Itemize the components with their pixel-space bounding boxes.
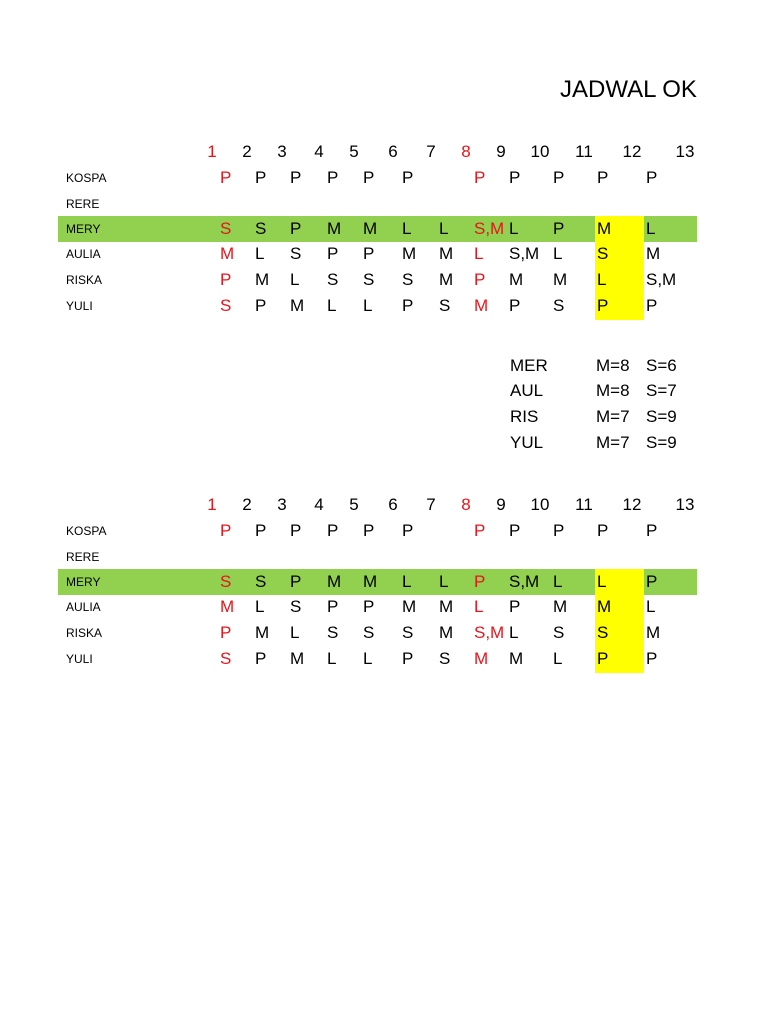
day-header: 3 <box>277 495 287 514</box>
day-header: 4 <box>314 495 324 514</box>
day-header: 1 <box>207 495 217 514</box>
shift-cell: P <box>290 572 302 591</box>
day-header: 12 <box>622 142 642 161</box>
shift-cell: P <box>220 270 232 289</box>
shift-cell: M <box>553 597 568 616</box>
shift-cell: P <box>402 168 414 187</box>
day-header: 5 <box>349 495 359 514</box>
shift-cell: M <box>439 597 454 616</box>
shift-cell: M <box>220 597 235 616</box>
shift-cell: P <box>402 521 414 540</box>
shift-cell: L <box>255 597 265 616</box>
shift-cell: P <box>255 296 267 315</box>
shift-cell: P <box>327 244 339 263</box>
shift-cell: S <box>290 597 302 616</box>
schedule-table-2 <box>0 493 768 693</box>
shift-cell: P <box>327 597 339 616</box>
day-header: 9 <box>496 495 506 514</box>
shift-cell: M <box>597 597 612 616</box>
staff-name: AULIA <box>66 600 101 614</box>
summary-m-count: M=8 <box>596 381 630 400</box>
day-header: 1 <box>207 142 217 161</box>
summary-name: MER <box>510 356 548 375</box>
shift-cell: M <box>439 623 454 642</box>
shift-cell: P <box>474 168 486 187</box>
shift-cell: P <box>402 296 414 315</box>
shift-cell: M <box>646 623 661 642</box>
shift-cell: P <box>255 521 267 540</box>
staff-name: MERY <box>66 222 101 236</box>
day-header: 3 <box>277 142 287 161</box>
summary-s-count: S=6 <box>646 356 677 375</box>
shift-cell: L <box>597 572 607 591</box>
summary-s-count: S=9 <box>646 433 677 452</box>
day-header: 8 <box>461 495 471 514</box>
shift-cell: S <box>220 219 232 238</box>
shift-cell: M <box>363 572 378 591</box>
shift-cell: S,M <box>509 244 540 263</box>
shift-cell: S,M <box>646 270 677 289</box>
shift-cell: M <box>553 270 568 289</box>
shift-cell: S <box>439 649 451 668</box>
day-header: 13 <box>675 495 695 514</box>
shift-cell: M <box>474 296 489 315</box>
shift-cell: P <box>474 521 486 540</box>
day-header: 2 <box>242 142 252 161</box>
shift-cell: S <box>327 270 339 289</box>
staff-name: YULI <box>66 299 93 313</box>
shift-cell: M <box>290 296 305 315</box>
shift-cell: P <box>220 521 232 540</box>
shift-cell: S <box>597 244 609 263</box>
shift-cell: P <box>597 168 609 187</box>
day-header: 7 <box>426 495 436 514</box>
shift-cell: S <box>220 572 232 591</box>
shift-cell: M <box>327 572 342 591</box>
shift-cell: S,M <box>474 219 505 238</box>
shift-cell: P <box>553 521 565 540</box>
staff-name: YULI <box>66 652 93 666</box>
shift-cell: M <box>402 244 417 263</box>
shift-cell: L <box>290 270 300 289</box>
shift-cell: M <box>509 649 524 668</box>
shift-cell: S <box>220 649 232 668</box>
shift-cell: M <box>402 597 417 616</box>
shift-summary <box>510 354 710 458</box>
shift-cell: M <box>439 270 454 289</box>
shift-cell: P <box>363 597 375 616</box>
shift-cell: L <box>474 244 484 263</box>
staff-name: RISKA <box>66 273 103 287</box>
day-header: 7 <box>426 142 436 161</box>
staff-name: RERE <box>66 197 100 211</box>
summary-m-count: M=7 <box>596 433 630 452</box>
shift-cell: L <box>553 649 563 668</box>
shift-cell: P <box>220 168 232 187</box>
shift-cell: P <box>646 168 658 187</box>
staff-name: MERY <box>66 575 101 589</box>
staff-name: AULIA <box>66 247 101 261</box>
shift-cell: S <box>327 623 339 642</box>
shift-cell: M <box>290 649 305 668</box>
day-header: 8 <box>461 142 471 161</box>
day-header: 9 <box>496 142 506 161</box>
shift-cell: M <box>220 244 235 263</box>
shift-cell: P <box>290 521 302 540</box>
day-header: 6 <box>388 142 398 161</box>
shift-cell: S <box>553 296 565 315</box>
shift-cell: P <box>255 168 267 187</box>
shift-cell: P <box>509 296 521 315</box>
shift-cell: L <box>553 572 563 591</box>
summary-name: YUL <box>510 433 544 452</box>
shift-cell: S,M <box>474 623 505 642</box>
shift-cell: P <box>597 521 609 540</box>
shift-cell: M <box>509 270 524 289</box>
shift-cell: M <box>363 219 378 238</box>
shift-cell: L <box>646 219 656 238</box>
summary-m-count: M=8 <box>596 356 630 375</box>
shift-cell: M <box>255 270 270 289</box>
day-header: 11 <box>575 142 593 161</box>
shift-cell: P <box>553 219 565 238</box>
shift-cell: P <box>646 572 658 591</box>
shift-cell: M <box>439 244 454 263</box>
day-header: 10 <box>530 495 550 514</box>
shift-cell: P <box>290 219 302 238</box>
day-header: 13 <box>675 142 695 161</box>
shift-cell: P <box>509 168 521 187</box>
shift-cell: P <box>327 168 339 187</box>
shift-cell: S <box>439 296 451 315</box>
shift-cell: M <box>327 219 342 238</box>
summary-s-count: S=9 <box>646 407 677 426</box>
summary-name: RIS <box>510 407 539 426</box>
shift-cell: P <box>553 168 565 187</box>
shift-cell: L <box>439 219 449 238</box>
shift-cell: S <box>553 623 565 642</box>
summary-m-count: M=7 <box>596 407 630 426</box>
shift-cell: L <box>255 244 265 263</box>
shift-cell: P <box>363 168 375 187</box>
staff-name: RERE <box>66 550 100 564</box>
shift-cell: P <box>402 649 414 668</box>
staff-name: KOSPA <box>66 524 107 538</box>
shift-cell: P <box>646 296 658 315</box>
shift-cell: L <box>474 597 484 616</box>
shift-cell: S <box>402 623 414 642</box>
day-header: 2 <box>242 495 252 514</box>
shift-cell: S <box>363 270 375 289</box>
shift-cell: M <box>597 219 612 238</box>
shift-cell: P <box>597 296 609 315</box>
shift-cell: P <box>646 649 658 668</box>
shift-cell: M <box>474 649 489 668</box>
shift-cell: L <box>553 244 563 263</box>
shift-cell: P <box>363 521 375 540</box>
shift-cell: L <box>509 623 519 642</box>
shift-cell: M <box>255 623 270 642</box>
page-title: JADWAL OK <box>560 76 697 103</box>
shift-cell: S <box>363 623 375 642</box>
shift-cell: S <box>402 270 414 289</box>
shift-cell: P <box>363 244 375 263</box>
shift-cell: P <box>509 597 521 616</box>
day-header: 11 <box>575 495 593 514</box>
shift-cell: M <box>646 244 661 263</box>
shift-cell: L <box>509 219 519 238</box>
shift-cell: P <box>255 649 267 668</box>
shift-cell: P <box>474 270 486 289</box>
shift-cell: P <box>509 521 521 540</box>
day-header: 12 <box>622 495 642 514</box>
shift-cell: S,M <box>509 572 540 591</box>
shift-cell: P <box>290 168 302 187</box>
shift-cell: L <box>402 219 412 238</box>
schedule-table-1 <box>0 140 768 340</box>
shift-cell: L <box>597 270 607 289</box>
day-header: 5 <box>349 142 359 161</box>
day-header: 4 <box>314 142 324 161</box>
shift-cell: P <box>474 572 486 591</box>
shift-cell: L <box>646 597 656 616</box>
shift-cell: L <box>439 572 449 591</box>
shift-cell: S <box>290 244 302 263</box>
day-header: 6 <box>388 495 398 514</box>
summary-s-count: S=7 <box>646 381 677 400</box>
shift-cell: P <box>220 623 232 642</box>
summary-name: AUL <box>510 381 544 400</box>
staff-name: KOSPA <box>66 171 107 185</box>
shift-cell: P <box>646 521 658 540</box>
shift-cell: S <box>220 296 232 315</box>
shift-cell: L <box>327 296 337 315</box>
shift-cell: P <box>597 649 609 668</box>
shift-cell: S <box>255 572 267 591</box>
shift-cell: L <box>363 649 373 668</box>
shift-cell: L <box>402 572 412 591</box>
day-header: 10 <box>530 142 550 161</box>
shift-cell: L <box>290 623 300 642</box>
shift-cell: L <box>327 649 337 668</box>
shift-cell: S <box>597 623 609 642</box>
shift-cell: L <box>363 296 373 315</box>
shift-cell: P <box>327 521 339 540</box>
staff-name: RISKA <box>66 626 103 640</box>
shift-cell: S <box>255 219 267 238</box>
